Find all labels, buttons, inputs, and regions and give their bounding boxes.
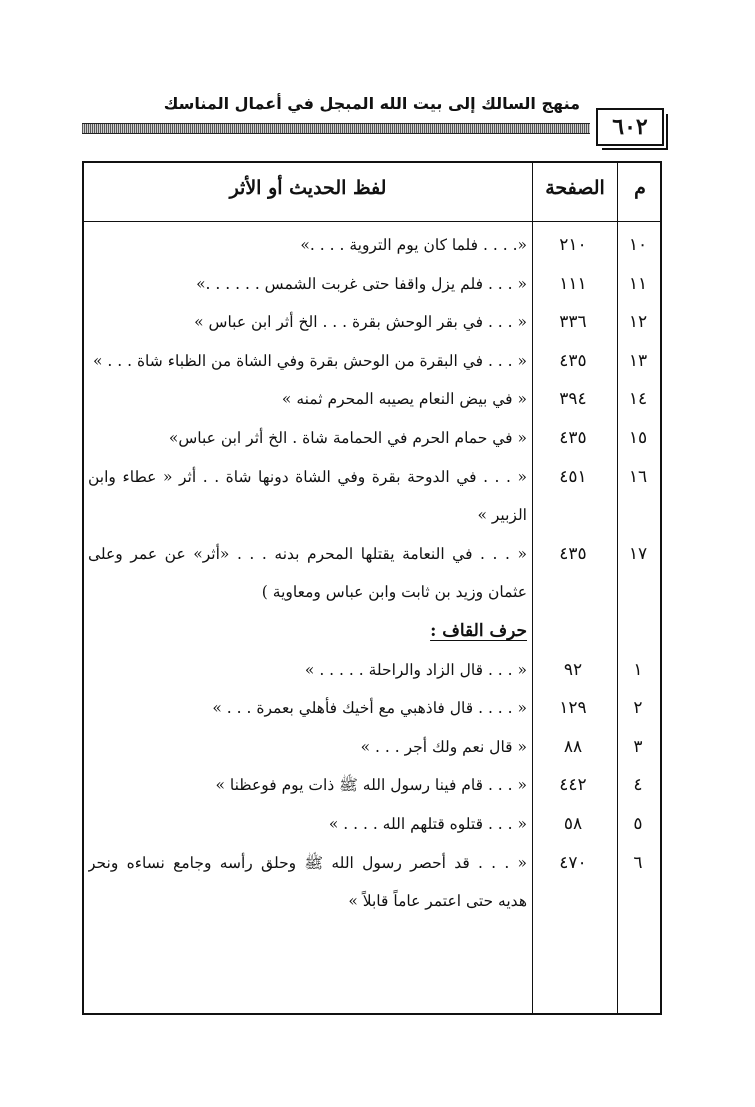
column-header-page: الصفحة bbox=[545, 177, 605, 199]
table-row bbox=[84, 381, 660, 417]
row-page: ٢١٠ bbox=[559, 235, 587, 255]
row-text: «. . . . فلما كان يوم التروية . . . .» bbox=[300, 236, 527, 254]
row-number: ٣ bbox=[633, 736, 643, 757]
row-text: « . . . في البقرة من الوحش بقرة وفي الشاة من الظباء شاة . . . » bbox=[92, 351, 527, 370]
row-text: « قال نعم ولك أجر . . . » bbox=[360, 737, 527, 756]
row-number: ١٤ bbox=[628, 389, 648, 410]
row-page: ٩٢ bbox=[563, 659, 583, 680]
table-row bbox=[84, 497, 660, 533]
row-text: « . . . في النعامة يقتلها المحرم بدنه . . . «أثر» عن عمر وعلى bbox=[88, 544, 527, 563]
row-number: ٢ bbox=[633, 698, 643, 719]
table-row bbox=[84, 227, 660, 263]
table-row bbox=[84, 845, 660, 881]
row-number: ٤ bbox=[633, 775, 643, 796]
row-text: هديه حتى اعتمر عاماً قابلاً » bbox=[348, 892, 527, 911]
row-page: ٤٣٥ bbox=[559, 428, 587, 448]
row-page: ٤٣٥ bbox=[559, 543, 587, 564]
row-number: ١٠ bbox=[628, 235, 648, 255]
row-page: ١١١ bbox=[559, 273, 587, 294]
row-number: ١٣ bbox=[628, 350, 648, 371]
header-rule bbox=[82, 123, 590, 134]
table-row bbox=[84, 304, 660, 340]
row-page: ٤٤٢ bbox=[559, 775, 587, 796]
column-header-text: لفظ الحديث أو الأثر bbox=[229, 177, 387, 199]
row-page: ٤٧٠ bbox=[559, 852, 587, 873]
row-text: الزبير » bbox=[477, 506, 527, 525]
row-page: ٤٣٥ bbox=[559, 350, 587, 371]
row-page: ٤٥١ bbox=[559, 466, 587, 487]
row-text: « في بيض النعام يصيبه المحرم ثمنه » bbox=[281, 390, 527, 409]
row-number: ١٦ bbox=[628, 466, 648, 487]
row-page: ٨٨ bbox=[563, 736, 583, 757]
row-number: ٥ bbox=[633, 814, 643, 834]
row-text: « . . . في بقر الوحش بقرة . . . الخ أثر ابن عباس » bbox=[194, 313, 527, 332]
table-row bbox=[84, 574, 660, 610]
row-text: عثمان وزيد بن ثابت وابن عباس ومعاوية ) bbox=[261, 583, 527, 602]
table-row bbox=[84, 420, 660, 456]
row-number: ١١ bbox=[628, 273, 648, 294]
table-row bbox=[84, 767, 660, 803]
row-number: ١٥ bbox=[628, 428, 648, 448]
row-text: « . . . قال الزاد والراحلة . . . . . » bbox=[304, 660, 527, 679]
row-text: « . . . قتلوه قتلهم الله . . . . » bbox=[328, 815, 527, 833]
table-row bbox=[84, 652, 660, 688]
row-text: « . . . قد أحصر رسول الله ﷺ وحلق رأسه وجامع نساءه ونحر bbox=[88, 853, 527, 872]
row-number: ٦ bbox=[633, 852, 643, 873]
index-table bbox=[82, 161, 662, 1015]
row-number: ١ bbox=[633, 659, 643, 680]
running-title: منهج السالك إلى بيت الله المبجل في أعمال المناسك bbox=[163, 94, 580, 113]
row-text: « . . . فلم يزل واقفا حتى غربت الشمس . . . . . .» bbox=[196, 274, 527, 293]
row-page: ٥٨ bbox=[563, 814, 583, 834]
header-divider bbox=[84, 221, 660, 222]
table-row bbox=[84, 343, 660, 379]
table-row bbox=[84, 459, 660, 495]
row-text: « . . . . قال فاذهبي مع أخيك فأهلي بعمرة . . . » bbox=[212, 699, 527, 718]
row-number: ١٢ bbox=[628, 312, 648, 333]
row-text: « في حمام الحرم في الحمامة شاة . الخ أثر ابن عباس» bbox=[168, 429, 527, 447]
page-number: ٦٠٢ bbox=[596, 108, 664, 146]
section-title: حرف القاف : bbox=[430, 621, 527, 641]
row-page: ١٢٩ bbox=[559, 698, 587, 719]
table-row bbox=[84, 536, 660, 572]
table-row bbox=[84, 729, 660, 765]
row-text: « . . . في الدوحة بقرة وفي الشاة دونها شاة . . أثر « عطاء وابن bbox=[88, 467, 527, 486]
row-number: ١٧ bbox=[628, 543, 648, 564]
row-text: « . . . قام فينا رسول الله ﷺ ذات يوم فوعظنا » bbox=[215, 776, 527, 795]
table-row bbox=[84, 806, 660, 842]
table-row bbox=[84, 266, 660, 302]
table-row bbox=[84, 883, 660, 919]
column-header-num: م bbox=[634, 177, 646, 199]
row-page: ٣٩٤ bbox=[559, 389, 587, 410]
table-row bbox=[84, 690, 660, 726]
row-page: ٣٣٦ bbox=[559, 312, 587, 333]
section-heading bbox=[84, 613, 660, 649]
